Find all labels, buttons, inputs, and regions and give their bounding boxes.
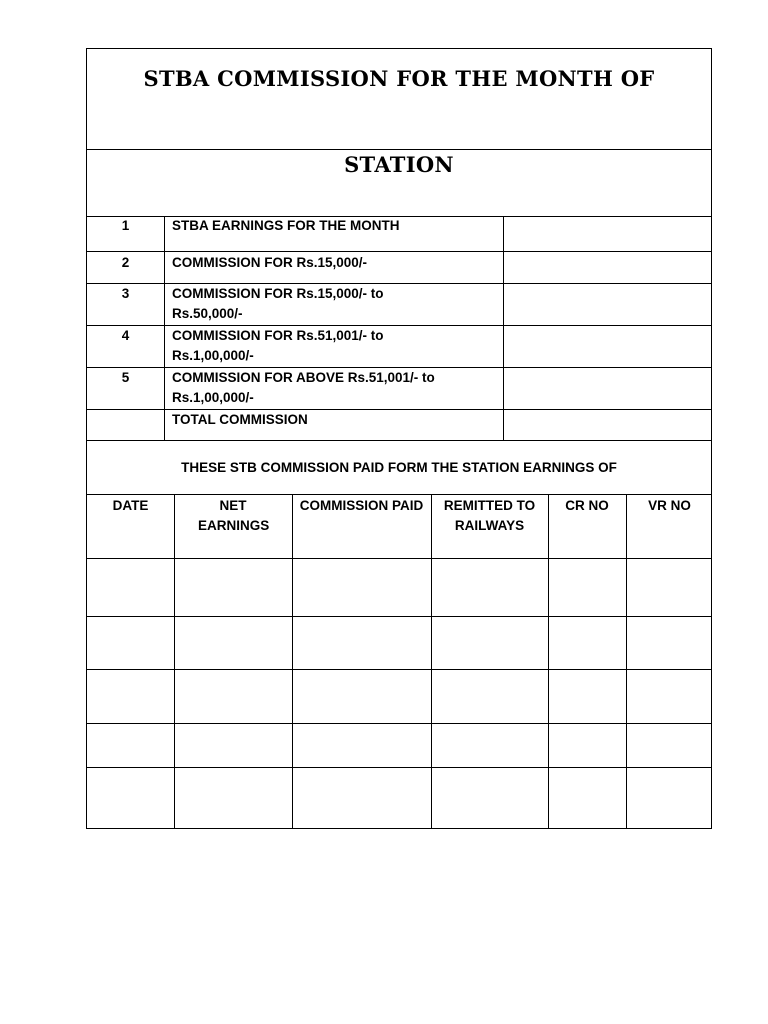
column-divider (292, 494, 293, 828)
row-divider (87, 616, 711, 617)
total-commission-label: TOTAL COMMISSION (172, 412, 308, 427)
row-number: 5 (121, 370, 130, 385)
row-divider (87, 440, 711, 441)
row-number: 1 (121, 218, 130, 233)
header-remitted-to-railways: REMITTED TO RAILWAYS (443, 498, 536, 533)
row-divider (87, 558, 711, 559)
row-number: 3 (121, 286, 130, 301)
header-vr-no: VR NO (648, 498, 691, 513)
stba-commission-form (86, 48, 712, 829)
divider (87, 149, 711, 150)
column-divider (431, 494, 432, 828)
header-date: DATE (112, 498, 149, 513)
row-divider (87, 723, 711, 724)
header-net-earnings: NET EARNINGS (198, 498, 270, 533)
column-divider (503, 216, 504, 440)
header-commission-paid: COMMISSION PAID (299, 498, 424, 513)
form-title: STBA COMMISSION FOR THE MONTH OF (143, 66, 655, 91)
divider (87, 494, 711, 495)
earnings-note: THESE STB COMMISSION PAID FORM THE STATION EARNINGS OF (181, 460, 617, 475)
header-cr-no: CR NO (565, 498, 609, 513)
column-divider (164, 216, 165, 440)
row-label: COMMISSION FOR Rs.15,000/- to Rs.50,000/- (172, 286, 384, 321)
row-label: STBA EARNINGS FOR THE MONTH (172, 218, 400, 233)
row-divider (87, 669, 711, 670)
row-label: COMMISSION FOR Rs.51,001/- to Rs.1,00,000/- (172, 328, 384, 363)
column-divider (174, 494, 175, 828)
column-divider (548, 494, 549, 828)
station-label: STATION (344, 152, 454, 177)
row-number: 4 (121, 328, 130, 343)
row-divider (87, 251, 711, 252)
row-number: 2 (121, 255, 130, 270)
column-divider (626, 494, 627, 828)
row-label: COMMISSION FOR ABOVE Rs.51,001/- to Rs.1,00,000/- (172, 370, 435, 405)
row-divider (87, 767, 711, 768)
row-label: COMMISSION FOR Rs.15,000/- (172, 255, 368, 270)
